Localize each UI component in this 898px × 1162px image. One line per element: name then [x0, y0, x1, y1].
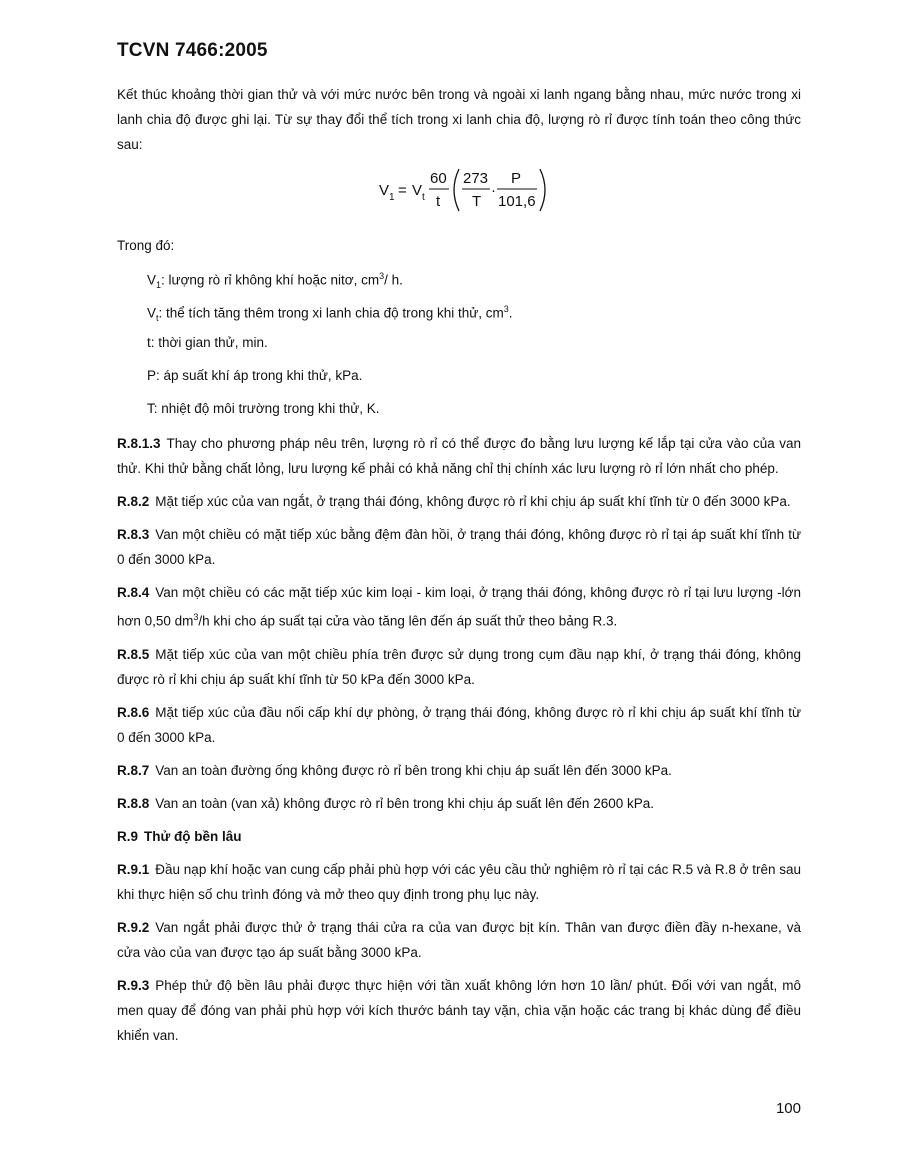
clause-text: Mặt tiếp xúc của van ngắt, ở trạng thái đóng, không được rò rỉ khi chịu áp suất khí tĩnh từ 0 đến 3000 kPa. [155, 494, 791, 509]
clause-r8-5 [117, 642, 801, 692]
definition-symbol: V [147, 272, 157, 288]
definition-tail: / h. [384, 272, 403, 288]
definition-text: : nhiệt độ môi trường trong khi thử, K. [153, 401, 380, 416]
formula-f2-num: 273 [463, 170, 489, 187]
formula-svg [379, 159, 579, 221]
clause-text: Mặt tiếp xúc của đầu nối cấp khí dự phòng, ở trạng thái đóng, không được rò rỉ khi chịu áp suất khí tĩnh từ 0 đến 3000 kPa. [117, 704, 801, 745]
definition-text: : lượng rò rỉ không khí hoặc nitơ, cm [161, 272, 380, 288]
clause-text: Van an toàn đường ống không được rò rỉ bên trong khi chịu áp suất lên đến 3000 kPa. [155, 762, 672, 778]
clause-number: R.8.2 [117, 494, 150, 509]
formula-equals: = [398, 182, 407, 199]
formula-f3-den: 101,6 [498, 193, 536, 210]
clause-r9-3 [117, 973, 801, 1048]
clause-text: Van ngắt phải được thử ở trạng thái cửa ra của van được bịt kín. Thân van được điền đầy n-hexane, và cửa vào của van được tạo áp suất bằng 3000 kPa. [117, 919, 801, 960]
clause-text: Phép thử độ bền lâu phải được thực hiện với tần xuất không lớn hơn 10 lần/ phút. Đối với van ngắt, mô men quay để đóng van phải phù hợp với kích thước bánh tay vặn, chìa vặn hoặc các trang bị khác dùng để điều khiển van. [117, 977, 801, 1043]
section-title: Thử độ bền lâu [144, 828, 242, 844]
definition-text: : thể tích tăng thêm trong xi lanh chia độ trong khi thử, cm [158, 305, 504, 321]
formula-vt-sub: t [422, 192, 425, 203]
clause-number: R.8.6 [117, 704, 150, 720]
formula-f1-num: 60 [430, 170, 447, 187]
clause-r8-8 [117, 791, 801, 816]
clause-number: R.8.8 [117, 795, 150, 811]
clause-number: R.8.7 [117, 762, 150, 778]
definition-vt [147, 297, 801, 330]
clauses-r8 [117, 431, 801, 816]
clause-r9-2 [117, 915, 801, 965]
where-label: Trong đó: [117, 238, 175, 253]
clause-r8-2 [117, 489, 801, 514]
definition-temperature [147, 396, 801, 429]
clause-number: R.8.3 [117, 527, 150, 542]
clause-text: /h khi cho áp suất tại cửa vào tăng lên đến áp suất thử theo bảng R.3. [198, 613, 618, 629]
definition-text: : thời gian thử, min. [150, 335, 268, 350]
definition-v1 [147, 264, 801, 297]
definition-symbol: T [147, 401, 154, 416]
definition-text: : áp suất khí áp trong khi thử, kPa. [156, 368, 363, 383]
page-number: 100 [775, 1100, 801, 1117]
formula-vt: V [412, 182, 423, 199]
formula-f1-den: t [436, 193, 441, 210]
definition-p [147, 363, 801, 396]
formula-lhs-sub: 1 [389, 192, 395, 203]
clause-number: R.8.4 [117, 585, 150, 600]
definition-t [147, 330, 801, 363]
clause-r8-4 [117, 580, 801, 634]
formula-f2-den: T [472, 193, 482, 210]
clauses-r9 [117, 857, 801, 1048]
clause-r8-7 [117, 758, 801, 783]
clause-text: Van một chiều có các mặt tiếp xúc kim loại - kim loại, ở trạng thái đóng, không được rò rỉ tại lưu lượng -lớn hơn 0,50 dm [117, 585, 801, 629]
definition-tail: . [508, 305, 513, 321]
clause-r8-1-3 [117, 431, 801, 481]
definitions-list [147, 264, 801, 429]
clause-text: Van an toàn (van xả) không được rò rỉ bên trong khi chịu áp suất lên đến 2600 kPa. [155, 795, 654, 811]
clause-text: Thay cho phương pháp nêu trên, lượng rò rỉ có thể được đo bằng lưu lượng kế lắp tại cửa vào của van thử. Khi thử bằng chất lỏng, lưu lượng kế phải có khả năng chỉ thị chính xác lưu lượng rò rỉ lớn nhất cho phép. [117, 436, 801, 476]
definition-superscript: 3 [379, 271, 385, 281]
definition-subscript: t [156, 313, 159, 324]
section-number: R.9 [117, 828, 139, 844]
clause-r9-1 [117, 857, 801, 907]
intro-paragraph: Kết thúc khoảng thời gian thử và với mức nước bên trong và ngoài xi lanh ngang bằng nhau, mức nước trong xi lanh chia độ được ghi lại. Từ sự thay đổi thể tích trong xi lanh chia độ, lượng rò rỉ được tính toán theo công thức sau: [117, 87, 801, 152]
definition-subscript: 1 [156, 280, 162, 291]
leakage-formula [157, 157, 801, 223]
clause-r8-6 [117, 700, 801, 750]
definition-symbol: P [147, 368, 157, 383]
clause-superscript: 3 [193, 612, 199, 622]
formula-f3-num: P [511, 170, 522, 187]
definition-symbol: V [147, 305, 157, 321]
formula-right-paren [540, 169, 545, 211]
clause-text: Van một chiều có mặt tiếp xúc bằng đệm đàn hồi, ở trạng thái đóng, không được rò rỉ tại áp suất khí tĩnh từ 0 đến 3000 kPa. [117, 527, 801, 567]
section-heading-r9 [117, 824, 801, 849]
document-header: TCVN 7466:2005 [117, 40, 268, 61]
page-body [117, 82, 801, 1056]
clause-number: R.8.5 [117, 646, 150, 662]
definition-symbol: t [147, 335, 151, 350]
clause-number: R.9.2 [117, 919, 150, 935]
formula-lhs: V [379, 182, 390, 199]
clause-number: R.8.1.3 [117, 436, 161, 451]
clause-text: Đầu nạp khí hoặc van cung cấp phải phù hợp với các yêu cầu thử nghiệm rò rỉ tại các R.5 và R.8 ở trên sau khi thực hiện số chu trình đóng và mở theo quy định trong phụ lục này. [117, 861, 801, 902]
clause-number: R.9.1 [117, 861, 150, 877]
definition-superscript: 3 [503, 304, 509, 314]
clause-r8-3 [117, 522, 801, 572]
formula-dot: · [491, 182, 496, 199]
clause-text: Mặt tiếp xúc của van một chiều phía trên được sử dụng trong cụm đầu nạp khí, ở trạng thái đóng, không được rò rỉ khi chịu áp suất khí tĩnh từ 50 kPa đến 3000 kPa. [117, 646, 801, 687]
clause-number: R.9.3 [117, 977, 150, 993]
formula-left-paren [454, 169, 459, 211]
